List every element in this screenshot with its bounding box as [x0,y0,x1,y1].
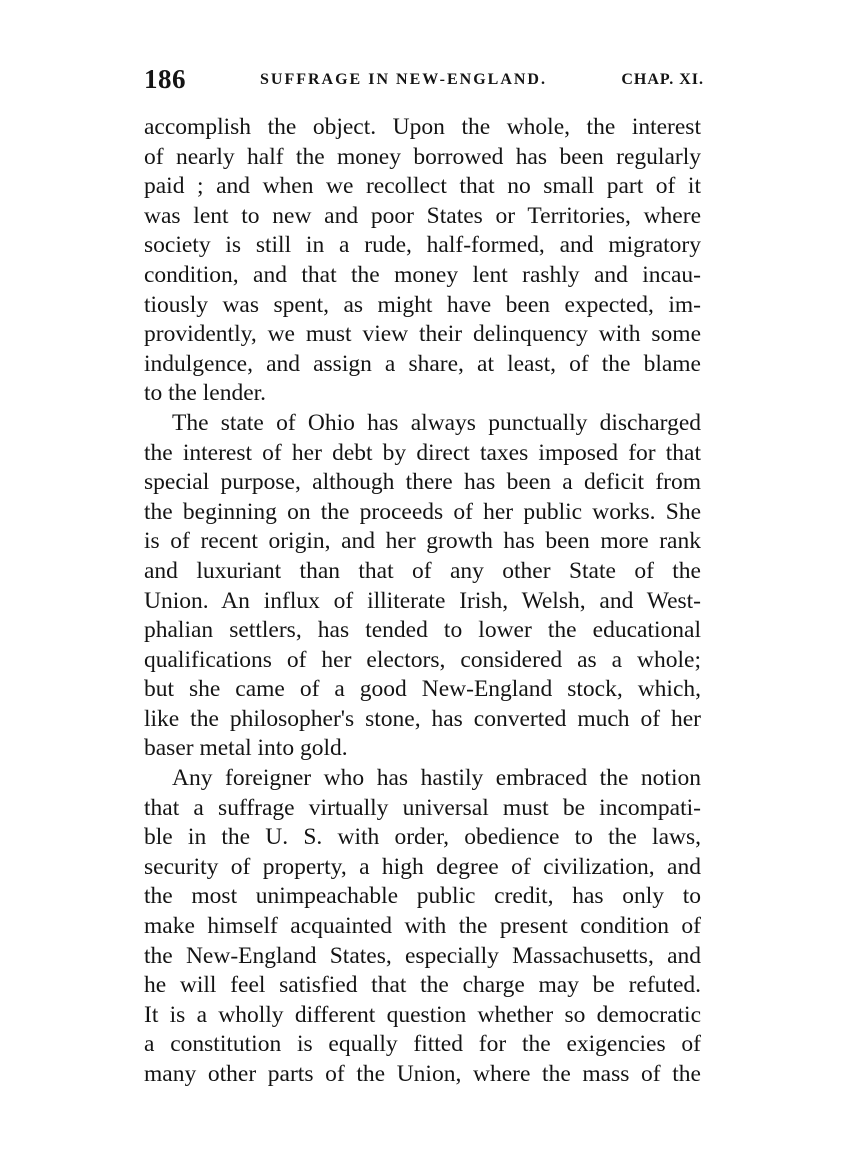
paragraph-3 [144,764,701,1090]
text-line: a constitution is equally fitted for the exigencies of [144,1031,701,1058]
text-line: the interest of her debt by direct taxes imposed for that [144,439,701,466]
chapter-label: CHAP. XI. [621,71,704,88]
paragraph-2 [144,409,701,764]
text-line: security of property, a high degree of civilization, and [144,853,701,880]
text-line: that a suffrage virtually universal must be incompati- [144,794,701,821]
text-line: the New-England States, especially Massachusetts, and [144,942,701,969]
text-line: he will feel satisfied that the charge may be refuted. [144,972,701,999]
text-line: Any foreigner who has hastily embraced the notion [172,765,701,792]
text-line: qualifications of her electors, considered as a whole; [144,646,701,673]
text-line: like the philosopher's stone, has converted much of her [144,705,701,732]
text-line: of nearly half the money borrowed has been regularly [144,143,701,170]
page-number: 186 [144,64,186,94]
text-line: and luxuriant than that of any other State of the [144,557,701,584]
text-line: indulgence, and assign a share, at least, of the blame [144,350,701,377]
text-line: is of recent origin, and her growth has been more rank [144,528,701,555]
text-line: special purpose, although there has been a deficit from [144,469,701,496]
text-line: society is still in a rude, half-formed, and migratory [144,232,701,259]
running-title: SUFFRAGE IN NEW-ENGLAND. [260,71,547,88]
text-line: ble in the U. S. with order, obedience to the laws, [144,824,701,851]
text-line: was lent to new and poor States or Territories, where [144,202,701,229]
body-text [144,113,701,1090]
text-line: It is a wholly different question whether so democratic [144,1001,701,1028]
text-line: baser metal into gold. [144,735,348,762]
text-line: accomplish the object. Upon the whole, the interest [144,114,701,140]
text-line: to the lender. [144,380,267,407]
text-line: tiously was spent, as might have been expected, im- [144,291,701,318]
text-line: The state of Ohio has always punctually discharged [172,409,701,436]
text-line: but she came of a good New-England stock, which, [144,676,701,703]
text-line: many other parts of the Union, where the mass of the [144,1061,701,1087]
text-line: Union. An influx of illiterate Irish, Welsh, and West- [144,587,701,614]
text-line: make himself acquainted with the present condition of [144,913,701,940]
running-head [144,64,704,98]
text-line: condition, and that the money lent rashly and incau- [144,261,701,288]
text-line: phalian settlers, has tended to lower the educational [144,617,701,644]
text-line: providently, we must view their delinquency with some [144,321,701,348]
text-line: the beginning on the proceeds of her public works. She [144,498,701,525]
text-line: the most unimpeachable public credit, has only to [144,883,701,910]
paragraph-1 [144,113,701,409]
text-line: paid ; and when we recollect that no small part of it [144,173,701,200]
